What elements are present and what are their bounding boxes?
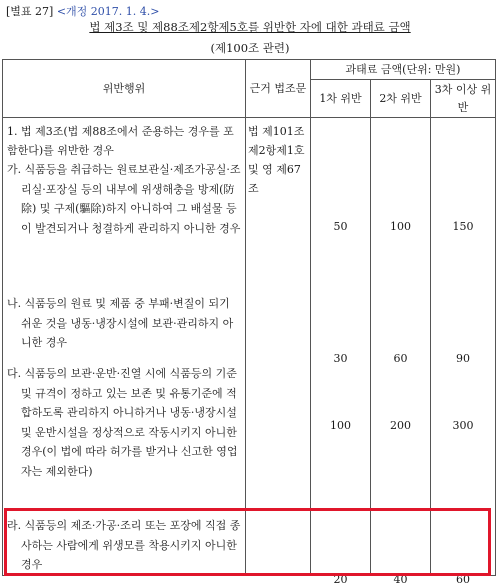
page-title: 법 제3조 및 제88조제2항제5호를 위반한 자에 대한 과태료 금액 — [89, 20, 411, 34]
header-violation: 위반행위 — [3, 60, 246, 118]
page-subtitle: (제100조 관련) — [210, 41, 290, 55]
revision-date: <개정 2017. 1. 4.> — [56, 5, 160, 18]
violation-item: 나. 식품등의 원료 및 제품 중 부패·변질이 되기 쉬운 것을 냉동·냉장시설에 보관·관리하지 아니한 경우 — [7, 297, 234, 349]
section-text: 1. 법 제3조(법 제88조에서 준용하는 경우를 포함한다)를 위반한 경우 — [7, 125, 234, 157]
fine-value: 60 — [456, 573, 470, 586]
header-fine: 과태료 금액(단위: 만원) — [311, 60, 496, 80]
header-first: 1차 위반 — [311, 80, 371, 118]
header-basis: 근거 법조문 — [246, 60, 311, 118]
fine-value: 60 — [393, 352, 408, 365]
fine-value: 100 — [390, 220, 411, 233]
fine-value: 300 — [452, 419, 474, 432]
annex-label: [별표 27] — [6, 5, 54, 18]
header-second: 2차 위반 — [371, 80, 431, 118]
annex-header — [6, 3, 160, 19]
highlight-box — [4, 508, 491, 576]
third-fine-column — [431, 118, 496, 586]
header-third: 3차 이상 위반 — [431, 80, 496, 118]
basis-text: 법 제101조제2항제1호 및 영 제67조 — [248, 125, 305, 195]
fine-value: 200 — [390, 419, 411, 432]
fine-table — [2, 59, 496, 586]
basis-cell — [246, 118, 311, 576]
violation-item: 가. 식품등을 취급하는 원료보관실·제조가공실·조리실·포장실 등의 내부에 위생해충을 방제(防除) 및 구제(驅除)하지 아니하여 그 배설물 등이 발견되거나 청결하게 관리하지 아니한 경우 — [7, 163, 241, 235]
table-row — [3, 118, 496, 576]
fine-value: 90 — [456, 352, 470, 365]
first-fine-column — [311, 118, 371, 586]
fine-value: 100 — [330, 419, 351, 432]
fine-value: 40 — [393, 573, 408, 586]
violation-cell — [3, 118, 246, 576]
violation-item: 다. 식품등의 보관·운반·진열 시에 식품등의 기준 및 규격이 정하고 있는 보존 및 유통기준에 적합하도록 관리하지 아니하거나 냉동·냉장시설 및 운반시설을 정상적으로 작동시키지 아니한 경우(이 법에 따라 허가를 받거나 신고한 영업자는 제외한다) — [7, 367, 238, 478]
fine-value: 150 — [452, 220, 474, 233]
second-fine-column — [371, 118, 431, 586]
fine-value: 30 — [333, 352, 348, 365]
violation-item: 라. 식품등의 제조·가공·조리 또는 포장에 직접 종사하는 사람에게 위생모를 착용시키지 아니한 경우 — [7, 519, 241, 571]
fine-value: 20 — [333, 573, 348, 586]
fine-value: 50 — [333, 220, 348, 233]
